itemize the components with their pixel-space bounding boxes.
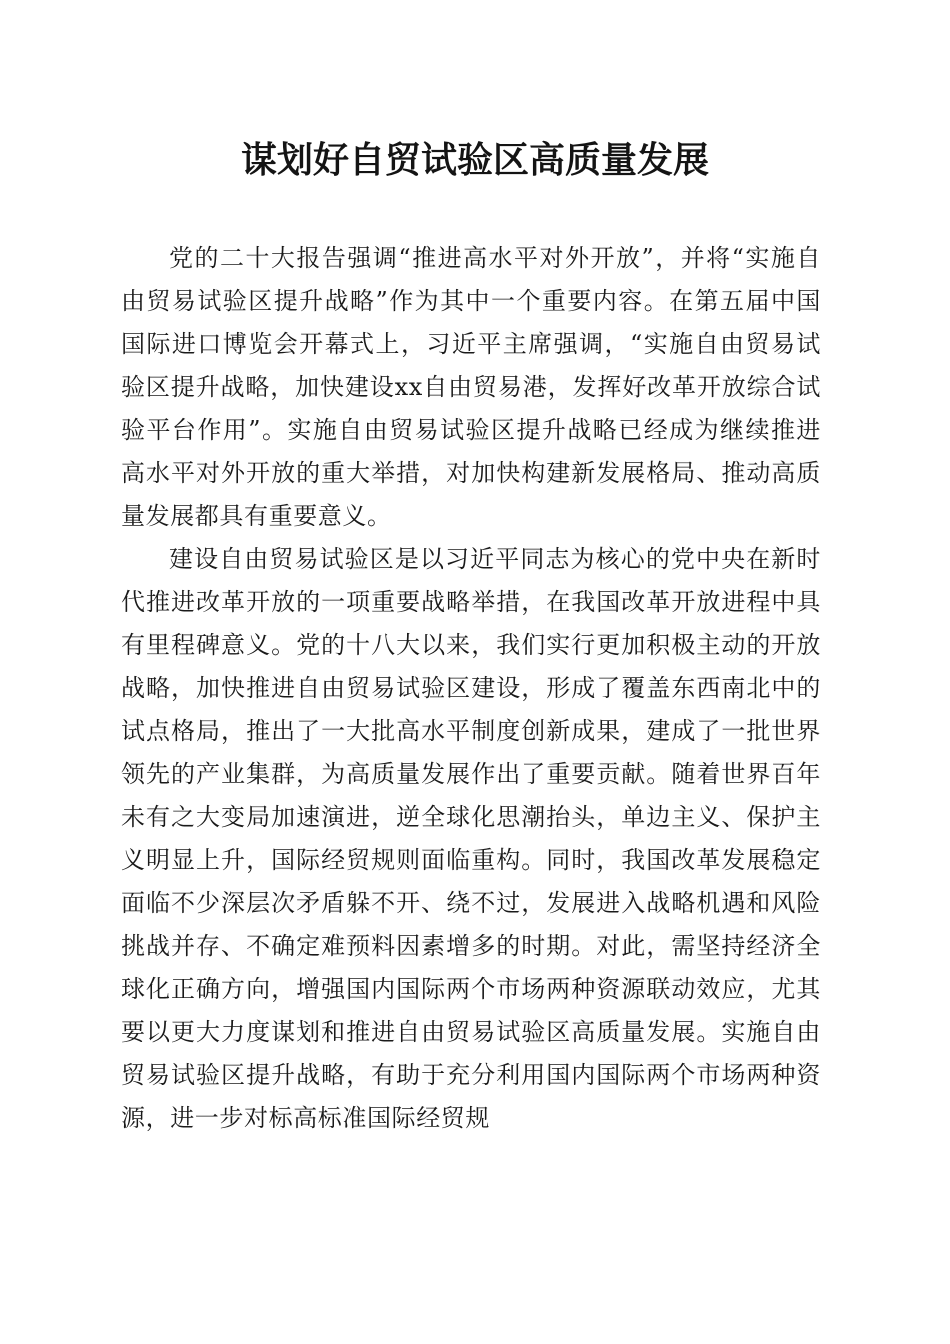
document-title: 谋划好自贸试验区高质量发展 xyxy=(240,139,709,181)
paragraph-2: 建设自由贸易试验区是以习近平同志为核心的党中央在新时代推进改革开放的一项重要战略举措，在我国改革开放进程中具有里程碑意义。党的十八大以来，我们实行更加积极主动的开放战略，加快推进自由贸易试验区建设，形成了覆盖东西南北中的试点格局，推出了一大批高水平制度创新成果，建成了一批世界领先的产业集群，为高质量发展作出了重要贡献。随着世界百年未有之大变局加速演进，逆全球化思潮抬头，单边主义、保护主义明显上升，国际经贸规则面临重构。同时，我国改革发展稳定面临不少深层次矛盾躲不开、绕不过，发展进入战略机遇和风险挑战并存、不确定难预料因素增多的时期。对此，需坚持经济全球化正确方向，增强国内国际两个市场两种资源联动效应，尤其要以更大力度谋划和推进自由贸易试验区高质量发展。实施自由贸易试验区提升战略，有助于充分利用国内国际两个市场两种资源，进一步对标高标准国际经贸规 xyxy=(121,545,821,1132)
document-body xyxy=(121,237,821,1140)
paragraph-1: 党的二十大报告强调“推进高水平对外开放”，并将“实施自由贸易试验区提升战略”作为其中一个重要内容。在第五届中国国际进口博览会开幕式上，习近平主席强调，“实施自由贸易试验区提升战略，加快建设xx自由贸易港，发挥好改革开放综合试验平台作用”。实施自由贸易试验区提升战略已经成为继续推进高水平对外开放的重大举措，对加快构建新发展格局、推动高质量发展都具有重要意义。 xyxy=(121,244,821,530)
